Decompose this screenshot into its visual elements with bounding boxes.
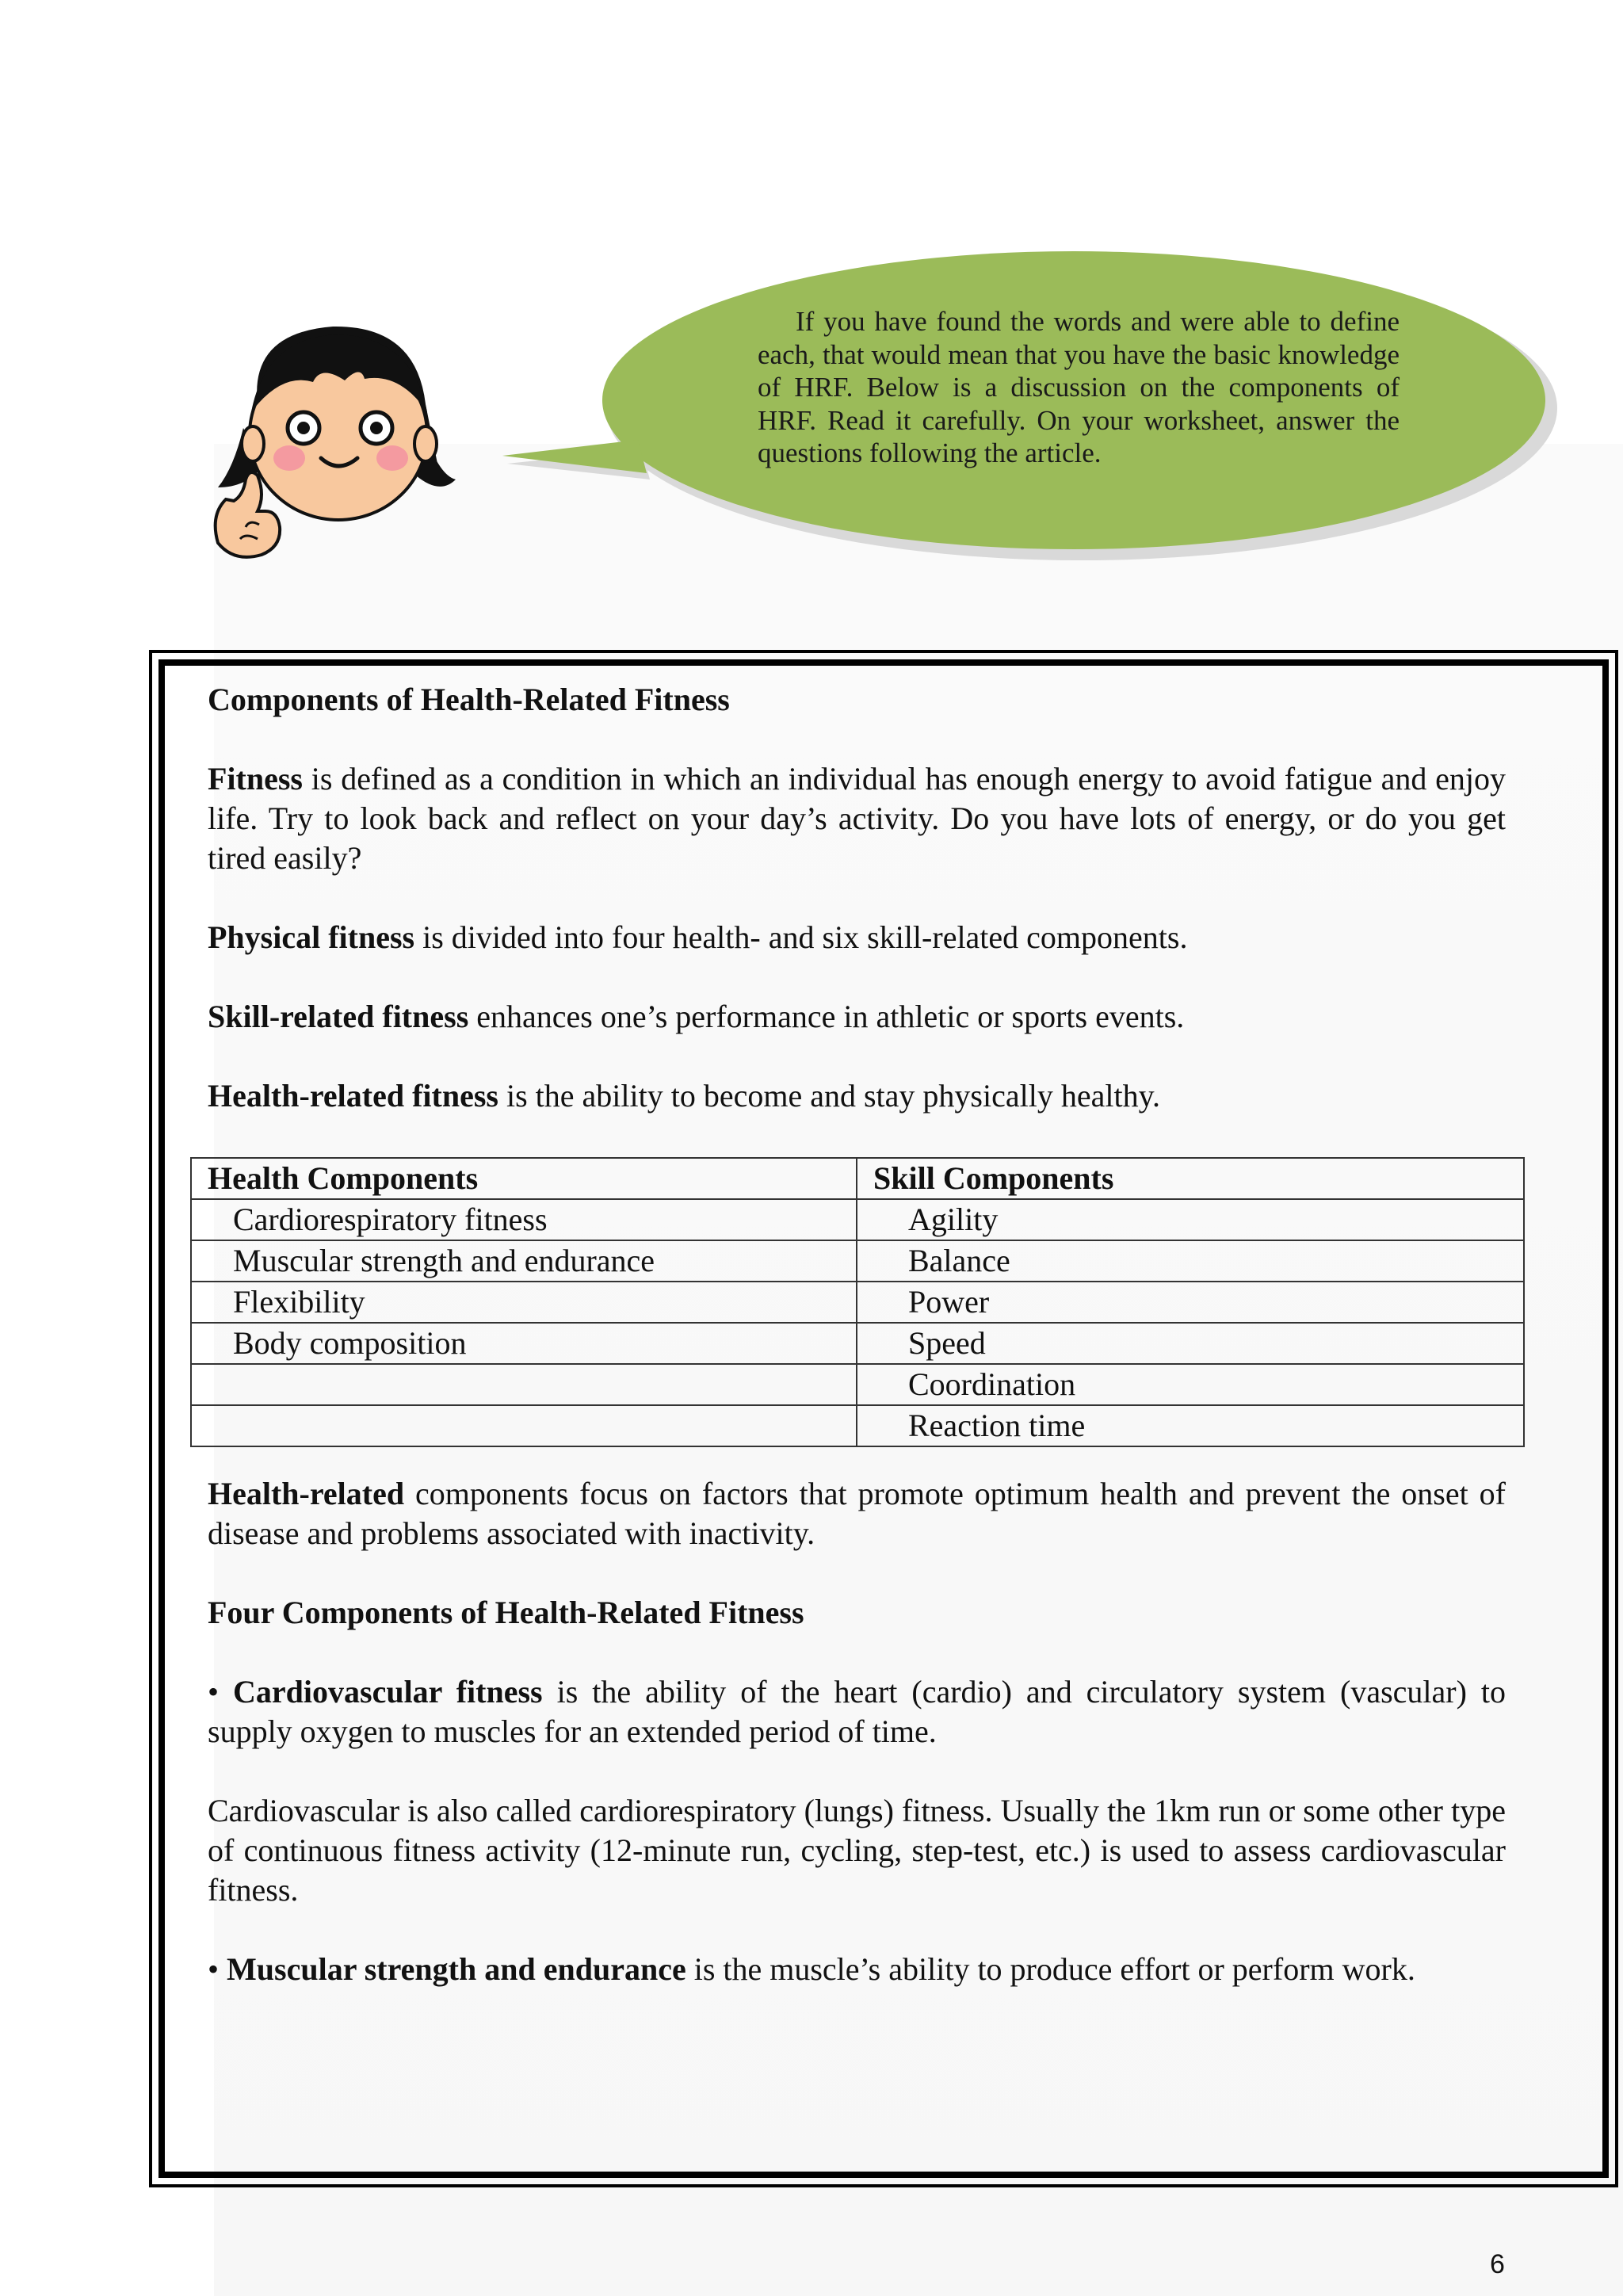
table-row [191,1282,1524,1323]
table-row [191,1405,1524,1446]
table-cell-skill: Agility [857,1199,1524,1240]
skill-related-paragraph: Skill-related fitness enhances one’s performance in athletic or sports events. [208,999,1185,1034]
speech-bubble [491,242,1569,575]
table-cell-skill: Coordination [857,1364,1524,1405]
cardiovascular-note-paragraph: Cardiovascular is also called cardiorespiratory (lungs) fitness. Usually the 1km run or some other type of continuous fitness activity (12-minute run, cycling, step-test, etc.) is used to assess cardiovascular fitness. [208,1793,1506,1908]
physical-fitness-paragraph: Physical fitness is divided into four health- and six skill-related components. [208,919,1188,955]
table-row [191,1199,1524,1240]
table-cell-health: Body composition [191,1323,857,1364]
table-cell-skill: Reaction time [857,1405,1524,1446]
table-header-row [191,1158,1524,1199]
table-cell-skill: Speed [857,1323,1524,1364]
table-header-health: Health Components [191,1158,857,1199]
health-related-paragraph: Health-related fitness is the ability to become and stay physically healthy. [208,1078,1160,1114]
table-row [191,1364,1524,1405]
table-cell-skill: Balance [857,1240,1524,1282]
table-cell-health: Cardiorespiratory fitness [191,1199,857,1240]
components-table [190,1157,1525,1447]
speech-bubble-text: If you have found the words and were able to define each, that would mean that you have the basic knowledge of HRF. Below is a discussion on the components of HRF. Read it carefully. On your worksheet, answer the questions following the article. [758,306,1400,468]
table-cell-health [191,1364,857,1405]
bullet: • [208,1951,227,1987]
article-title: Components of Health-Related Fitness [208,682,730,717]
page-number: 6 [1490,2249,1505,2279]
health-related-components-paragraph: Health-related components focus on factors that promote optimum health and prevent the onset of disease and problems associated with inactivity. [208,1476,1506,1551]
girl-character-illustration [202,317,503,571]
table-row [191,1240,1524,1282]
four-components-heading: Four Components of Health-Related Fitness [208,1595,804,1630]
table-cell-health: Muscular strength and endurance [191,1240,857,1282]
bullet: • [208,1674,233,1710]
table-cell-skill: Power [857,1282,1524,1323]
fitness-paragraph: Fitness is defined as a condition in which an individual has enough energy to avoid fatigue and enjoy life. Try to look back and reflect on your day’s activity. Do you have lots of energy, or do you get tired easily? [208,761,1506,876]
table-cell-health [191,1405,857,1446]
article-content [208,680,1506,1116]
cardiovascular-paragraph: • Cardiovascular fitness is the ability of the heart (cardio) and circulatory system (vascular) to supply oxygen to muscles for an extended period of time. [208,1674,1506,1749]
table-row [191,1323,1524,1364]
table-cell-health: Flexibility [191,1282,857,1323]
muscular-paragraph: • Muscular strength and endurance is the muscle’s ability to produce effort or perform work. [208,1951,1415,1987]
table-header-skill: Skill Components [857,1158,1524,1199]
article-content-continued [208,1474,1506,1989]
